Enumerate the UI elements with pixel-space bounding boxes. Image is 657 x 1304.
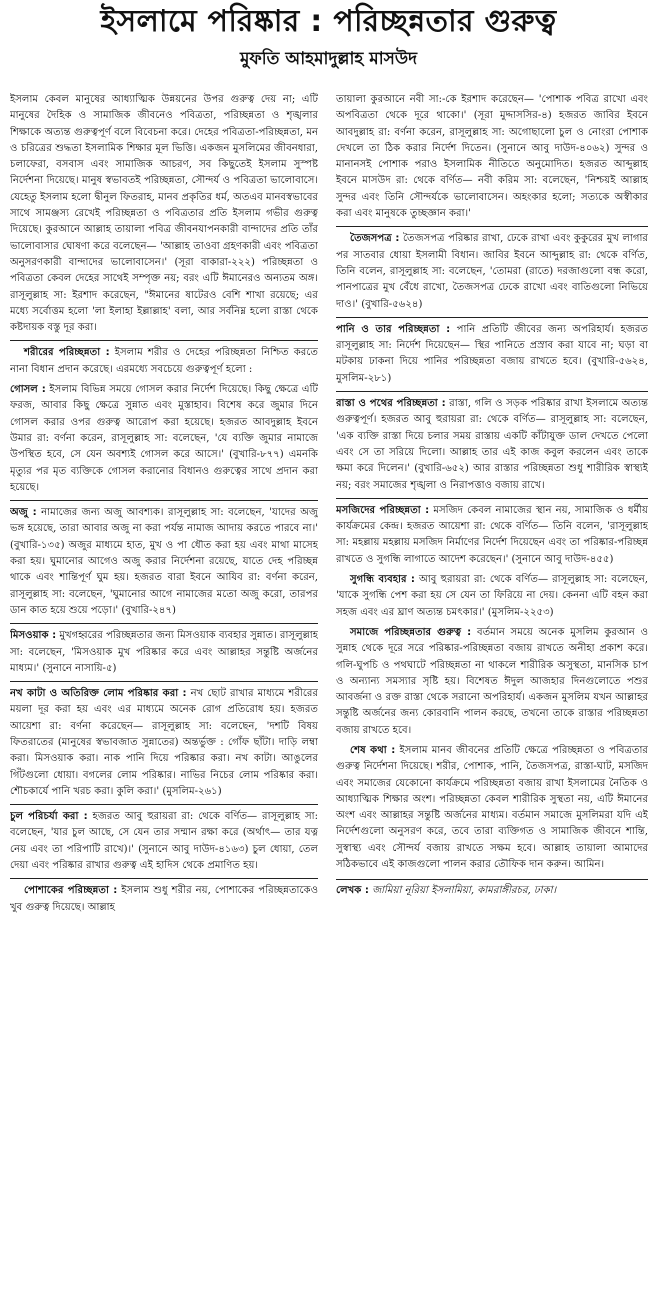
author-footer (336, 879, 648, 899)
section-heading: পোশাকের পরিচ্ছন্নতা : (24, 885, 118, 897)
section-text: পানি প্রতিটি জীবের জন্য অপরিহার্য। হজরত রাসূলুল্লাহ সা: নির্দেশ দিয়েছেন— স্থির পানিতে প্রস্রাব করা যাবে না; ঘড়া বা মটকায় ঢাকনা দিয়ে পানির পরিচ্ছন্নতা বজায় রাখতে হবে। (বুখারি-৫৬২৪, মুসলিম-২৮১) (336, 323, 648, 384)
section-heading: মসজিদের পরিচ্ছন্নতা : (336, 504, 430, 516)
section-text: ইসলাম মানব জীবনের প্রতিটি ক্ষেত্রে পরিচ্ছন্নতা ও পবিত্রতার গুরুত্ব নির্দেশনা দিয়েছে। শরীর, পোশাক, পানি, তৈজসপত্র, রাস্তা-ঘাট, মসজিদ এবং সমাজের যেকোনো কার্যক্রমে পরিচ্ছন্নতা বজায় রাখা ইসলামের নৈতিক ও আধ্যাত্মিক শিক্ষার অংশ। পরিচ্ছন্নতা কেবল শারীরিক সুস্থতা নয়, এটি ঈমানের অংশ এবং আল্লাহর সন্তুষ্টি অর্জনের মাধ্যম। বর্তমান সমাজে মুসলিমরা যদি এই নির্দেশগুলো অনুসরণ করে, তবে তারা ব্যক্তিগত ও সামাজিক জীবনে শান্তি, সুস্বাস্থ্য এবং সৌন্দর্য বজায় রাখতে সক্ষম হবে। আল্লাহ তায়ালা আমাদের সঠিকভাবে এই কাজগুলো পালন করার তৌফিক দান করুন। আমিন। (336, 744, 648, 871)
section-text: নামাজের জন্য অজু আবশ্যক। রাসূলুল্লাহ সা: বলেছেন, 'যাদের অজু ভঙ্গ হয়েছে, তারা আবার অজু না করা পর্যন্ত নামাজ আদায় করতে পারবে না।' (বুখারি-১৩৫) অজুর মাধ্যমে হাত, মুখ ও পা ধৌত করা হয় এবং মাথা মাসেহ করা হয়। ঘুমানোর আগেও অজু করার নির্দেশনা রয়েছে, যাতে দেহ পরিচ্ছন্ন থাকে এবং শান্তিপূর্ণ ঘুম হয়। হজরত বারা ইবনে আযিব রা: বর্ণনা করেন, রাসূলুল্লাহ সা: বলেছেন, 'ঘুমানোর আগে নামাজের মতো অজু করো, তারপর ডান কাত হয়ে শুয়ে পড়ো।' (বুখারি-২৪৭) (10, 507, 318, 616)
article-title: ইসলামে পরিষ্কার : পরিচ্ছন্নতার গুরুত্ব (100, 4, 557, 39)
section-body-mosjid (336, 503, 648, 568)
section-heading: রাস্তা ও পথের পরিচ্ছন্নতা : (336, 398, 446, 410)
section-heading: মিসওয়াক : (10, 630, 57, 642)
section-divider (10, 681, 318, 682)
section-body-sugondhi (336, 572, 648, 621)
section-body-shorirer (10, 345, 318, 378)
section-text: মসজিদ কেবল নামাজের স্থান নয়, সামাজিক ও ধর্মীয় কার্যক্রমের কেন্দ্র। হজরত আয়েশা রা: থেকে বর্ণিত— তিনি বলেন, 'রাসূলুল্লাহ সা: মহল্লায় মহল্লায় মসজিদ নির্মাণের নির্দেশ দিয়েছেন এবং তা পরিষ্কার-পরিচ্ছন্ন রাখতে ও সুগন্ধি লাগাতে আদেশ করেছেন।' (সুনানে আবু দাউদ-৪৫৫) (336, 504, 648, 565)
section-text: হজরত আবু হুরায়রা রা: থেকে বর্ণিত— রাসূলুল্লাহ সা: বলেছেন, 'যার চুল আছে, সে যেন তার সম্মান রক্ষা করে (অর্থাৎ— তার যত্ন নেয় এবং তা পরিপাটি রাখে)।' (সুনানে আবু দাউদ-৪১৬৩) চুল ধোয়া, তেল দেয়া এবং পরিষ্কার রাখার গুরুত্ব এই হাদিস থেকে প্রমাণিত হয়। (10, 811, 318, 872)
section-heading: শরীরের পরিচ্ছন্নতা : (24, 347, 110, 359)
section-body-pani (336, 322, 648, 387)
footer-affiliation: জামিয়া নূরিয়া ইসলামিয়া, কামরাঙ্গীরচর, ঢাকা। (372, 885, 557, 897)
section-heading: শেষ কথা : (350, 744, 396, 756)
section-text: নখ ছোট রাখার মাধ্যমে শরীরের ময়লা দূর করা হয় এবং এর মাধ্যমে অনেক রোগ প্রতিরোধ হয়। হজরত আয়েশা রা: বর্ণনা করেছেন— রাসূলুল্লাহ সা: বলেছেন, 'দশটি বিষয় ফিতরাতের (মানুষের স্বভাবজাত সুন্নাতের) অন্তর্ভুক্ত : গোঁফ ছাঁটা। দাড়ি লম্বা করা। মিসওয়াক করা। নাক পানি দিয়ে পরিষ্কার করা। নখ কাটা। আঙুলের গিঁটগুলো ধোয়া। বগলের লোম পরিষ্কার। নাভির নিচের লোম পরিষ্কার করা। শৌচকার্যে পানি খরচ করা। কুলি করা।' (মুসলিম-২৬১) (10, 688, 318, 797)
section-divider (10, 878, 318, 879)
left-column (10, 92, 318, 1297)
section-divider (336, 226, 648, 227)
section-text: ইসলাম শুধু শরীর নয়, পোশাকের পরিচ্ছন্নতাকেও খুব গুরুত্ব দিয়েছে। আল্লাহ (10, 885, 318, 913)
section-divider (10, 623, 318, 624)
section-body-nokh (10, 686, 318, 800)
section-body-somaj (336, 625, 648, 739)
footer-label: লেখক : (336, 885, 369, 897)
section-heading: তৈজসপত্র : (350, 233, 400, 245)
section-divider (10, 500, 318, 501)
section-body-toijos (336, 231, 648, 312)
section-text: মুখগহ্বরের পরিচ্ছন্নতার জন্য মিসওয়াক ব্যবহার সুন্নাত। রাসূলুল্লাহ সা: বলেছেন, 'মিসওয়াক মুখ পরিষ্কার করে এবং আল্লাহর সন্তুষ্টি অর্জনের মাধ্যম।' (সুনানে নাসায়ি-৫) (10, 630, 318, 674)
section-heading: চুল পরিচর্যা করা : (10, 811, 88, 823)
section-heading: গোসল : (10, 384, 46, 396)
section-text: বর্তমান সময়ে অনেক মুসলিম কুরআন ও সুন্নাহ থেকে দূরে সরে পরিষ্কার-পরিচ্ছন্নতা বজায় রাখতে অনীহা প্রকাশ করে। গলি-ঘুপচি ও পথঘাটে পরিচ্ছন্নতা না থাকলে শারীরিক অসুস্থতা, মানসিক চাপ ও অন্যান্য সমস্যার সৃষ্টি হয়। বিশেষত ঈদুল আজহার দিনগুলোতে পশুর আবর্জনা ও রক্ত রাস্তা থেকে সরানো অপরিহার্য। একজন মুসলিম যখন আল্লাহর সন্তুষ্টি অর্জনের জন্য কোরবানি পালন করছে, তখনো তাকে রাস্তার পরিচ্ছন্নতা বজায় রাখতে হবে। (336, 626, 648, 736)
right-column (336, 92, 648, 1297)
section-text: তৈজসপত্র পরিষ্কার রাখা, ঢেকে রাখা এবং কুকুরের মুখ লাগার পর সাতবার ধোয়া ইসলামী বিধান। জাবির ইবনে আব্দুল্লাহ রা: থেকে বর্ণিত, তিনি বলেন, রাসূলুল্লাহ সা: বলেছেন, 'তোমরা (রাতে) দরজাগুলো বন্ধ করো, পানপাত্রের মুখ বেঁধে রাখো, তৈজসপত্র ঢেকে রাখো এবং বাতিগুলো নিভিয়ে দাও।' (বুখারি-৫৬২৪) (336, 233, 648, 310)
section-heading: পানি ও তার পরিচ্ছন্নতা : (336, 323, 451, 335)
section-body-chul (10, 809, 318, 874)
section-heading: সুগন্ধি ব্যবহার : (350, 574, 415, 586)
intro-paragraph: ইসলাম কেবল মানুষের আধ্যাত্মিক উন্নয়নের উপর গুরুত্ব দেয় না; এটি মানুষের দৈহিক ও সামাজিক জীবনেও পবিত্রতা, পরিচ্ছন্নতা ও শৃঙ্খলার শিক্ষাকে অত্যন্ত গুরুত্বপূর্ণ বলে বিবেচনা করে। দেহের পবিত্রতা-পরিচ্ছন্নতা, মন ও চরিত্রের শুদ্ধতা ইসলামিক শিক্ষার মূল ভিত্তি। একজন মুসলিমের জীবনধারা, চলাফেরা, বসবাস এবং সামাজিক আচরণ, সব কিছুতেই ইসলাম সুস্পষ্ট নির্দেশনা দিয়েছে। মানুষ স্বভাবতই পরিচ্ছন্নতা, সৌন্দর্য ও পবিত্রতা ভালোবাসে। যেহেতু ইসলাম হলো দ্বীনুল ফিতরাহ, মানব প্রকৃতির ধর্ম, অতএব মানবস্বভাবের সাথে সামঞ্জস্য রেখেই পরিচ্ছন্নতা ও পবিত্রতার প্রতি ইসলাম গভীর গুরুত্ব দিয়েছে। কুরআনে আল্লাহ তায়ালা পবিত্র জীবনযাপনকারী বান্দাদের প্রতি তাঁর ভালোবাসার ঘোষণা করে বলেছেন— 'আল্লাহ তাওবা গ্রহণকারী এবং পবিত্রতা অনুসরণকারী বান্দাদের ভালোবাসেন।' (সূরা বাকারা-২২২) পরিচ্ছন্নতা ও পবিত্রতা কেবল দেহের সাথেই সম্পৃক্ত নয়; বরং এটি ঈমানেরও অন্যতম অঙ্গ। রাসূলুল্লাহ সা: ইরশাদ করেছেন, "ঈমানের ষাটেরও বেশি শাখা রয়েছে; এর মধ্যে সর্বোত্তম হলো 'লা ইলাহা ইল্লাল্লাহ' বলা, আর সর্বনিম্ন হলো রাস্তা থেকে কষ্টদায়ক বস্তু দূর করা। (10, 94, 318, 334)
section-text: ইসলাম বিভিন্ন সময়ে গোসল করার নির্দেশ দিয়েছে। কিছু ক্ষেত্রে এটি ফরজ, আবার কিছু ক্ষেত্রে সুন্নাত এবং মুস্তাহাব। বিশেষ করে জুমার দিনে গোসল করার ওপর গুরুত্ব আরোপ করা হয়েছে। হজরত আবদুল্লাহ ইবনে উমার রা: বর্ণনা করেন, রাসূলুল্লাহ সা: বলেছেন, 'যে ব্যক্তি জুমার নামাজে উপস্থিত হবে, সে যেন অবশ্যই গোসল করে আসে।' (বুখারি-৮৭৭) এমনকি মৃত্যুর পর মৃত ব্যক্তিকে গোসল করানোর বিধানও গুরুত্বের সাথে প্রদান করা হয়েছে। (10, 384, 318, 493)
section-body-poshak (10, 883, 318, 916)
section-heading: অজু : (10, 507, 37, 519)
section-text: রাস্তা, গলি ও সড়ক পরিষ্কার রাখা ইসলামে অত্যন্ত গুরুত্বপূর্ণ। হজরত আবু হুরায়রা রা: থেকে বর্ণিত— রাসূলুল্লাহ সা: বলেছেন, 'এক ব্যক্তি রাস্তা দিয়ে চলার সময় রাস্তায় একটি কাঁটাযুক্ত ডাল দেখতে পেলো এবং সে তা সরিয়ে দিলো। আল্লাহ তার এই কাজ কবুল করলেন এবং তাকে ক্ষমা করে দিলেন।' (বুখারি-৬৫২) আর রাস্তার পরিচ্ছন্নতা শুধু শারীরিক স্বাস্থ্যই নয়; বরং সমাজের শৃঙ্খলা ও নিরাপত্তাও বজায় রাখে। (336, 398, 648, 491)
section-heading: নখ কাটা ও অতিরিক্ত লোম পরিষ্কার করা : (10, 688, 187, 700)
article-author: মুফতি আহমাদুল্লাহ মাসউদ (239, 49, 418, 69)
section-body-rasta (336, 396, 648, 494)
section-divider (336, 391, 648, 392)
section-divider (10, 804, 318, 805)
section-divider (10, 340, 318, 341)
section-body-oju (10, 505, 318, 619)
section-body-shesh (336, 743, 648, 873)
section-divider (336, 317, 648, 318)
section-divider (336, 498, 648, 499)
section-text: ইসলাম শরীর ও দেহের পরিচ্ছন্নতা নিশ্চিত করতে নানা বিধান প্রদান করেছে। এরমধ্যে সবচেয়ে গুরুত্বপূর্ণ হলো : (10, 347, 318, 375)
section-text: আবু হুরায়রা রা: থেকে বর্ণিত— রাসূলুল্লাহ সা: বলেছেন, 'যাকে সুগন্ধি পেশ করা হয় সে যেন তা ফিরিয়ে না দেয়। কেননা এটি বহন করা সহজ এবং এর ঘ্রাণ অত্যন্ত চমৎকার।' (মুসলিম-২২৫৩) (336, 574, 648, 618)
section-body-miswak (10, 628, 318, 677)
section-heading: সমাজে পরিচ্ছন্নতার গুরুত্ব : (350, 626, 472, 638)
right-intro-paragraph: তায়ালা কুরআনে নবী সা:-কে ইরশাদ করেছেন— 'পোশাক পবিত্র রাখো এবং অপবিত্রতা থেকে দূরে থাকো।' (সূরা মুদ্দাসসির-৪) হজরত জাবির ইবনে আবদুল্লাহ রা: বর্ণনা করেন, রাসূলুল্লাহ সা: অগোছালো চুল ও নোংরা পোশাক দেখলে তা ঠিক করার নির্দেশ দিতেন। (সুনানে আবু দাউদ-৪০৬২) সুন্দর ও মানানসই পোশাক পরাও ইসলামিক নীতিতে অনুমোদিত। হজরত আব্দুল্লাহ ইবনে মাসউদ রা: থেকে বর্ণিত— নবী করিম সা: বলেছেন, 'নিশ্চয়ই আল্লাহ সুন্দর এবং তিনি সৌন্দর্যকে ভালোবাসেন। অহংকার হলো; সত্যকে অস্বীকার করা এবং মানুষকে তুচ্ছজ্ঞান করা।' (336, 94, 648, 220)
section-body-gosol (10, 382, 318, 496)
